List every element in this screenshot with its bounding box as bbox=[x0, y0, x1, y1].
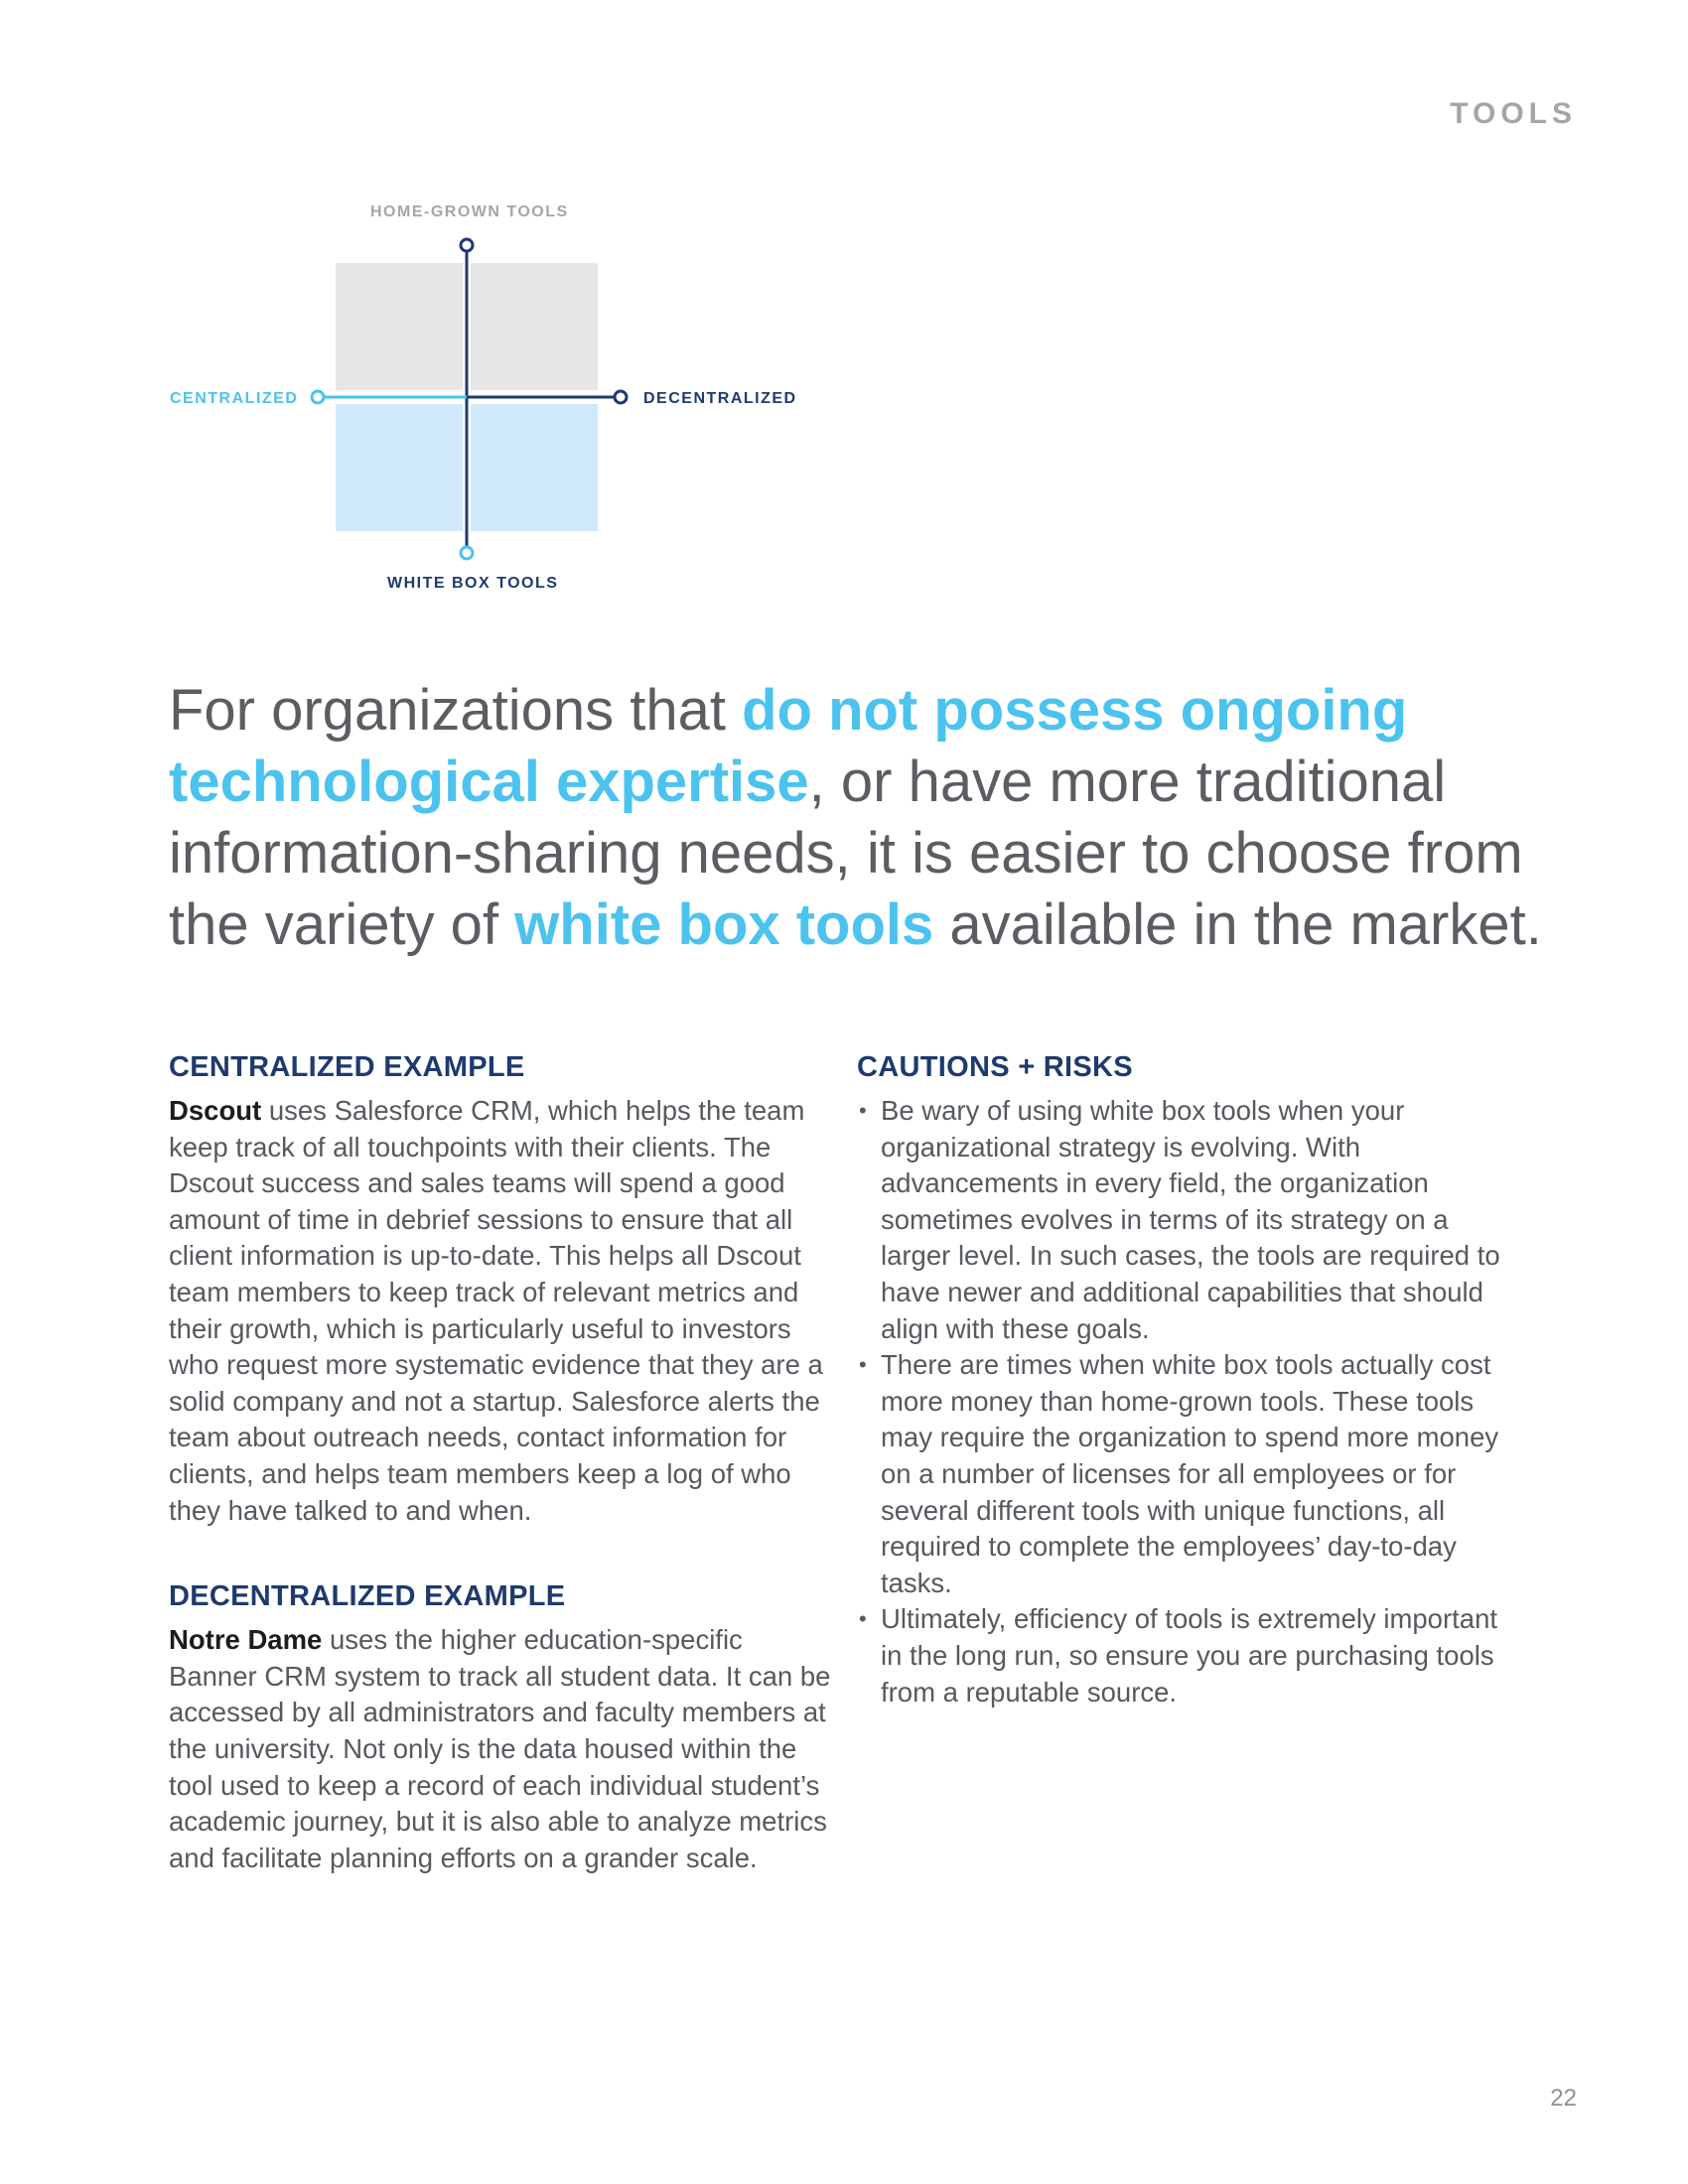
axis-endpoint-right bbox=[615, 391, 627, 403]
decentralized-example-body bbox=[169, 1622, 834, 1876]
decentralized-example-heading: DECENTRALIZED EXAMPLE bbox=[169, 1580, 566, 1613]
cautions-heading: CAUTIONS + RISKS bbox=[857, 1051, 1133, 1083]
quadrant-diagram bbox=[159, 194, 814, 611]
quadrant-top-right bbox=[471, 263, 598, 390]
org-name: Notre Dame bbox=[169, 1624, 323, 1656]
pull-quote-highlight: white box tools bbox=[514, 892, 934, 957]
centralized-example-body bbox=[169, 1093, 834, 1529]
section-label: TOOLS bbox=[1450, 97, 1577, 130]
centralized-example-heading: CENTRALIZED EXAMPLE bbox=[169, 1051, 525, 1083]
pull-quote bbox=[169, 675, 1559, 961]
list-item bbox=[857, 1601, 1522, 1710]
quadrant-bottom-right bbox=[471, 404, 598, 531]
body-text: uses Salesforce CRM, which helps the team keep track of all touchpoints with their clients. The Dscout success and sales teams will spend a good amount of time in debrief sessions to ensure that all client information is up-to-date. This helps all Dscout team members to keep track of relevant metrics and their growth, which is particularly useful to investors who request more systematic evidence that they are a solid company and not a startup. Salesforce alerts the team about outreach needs, contact information for clients, and helps team members keep a log of who they have talked to and when. bbox=[169, 1095, 823, 1526]
list-item-text: Ultimately, efficiency of tools is extremely important in the long run, so ensure you are purchasing tools from a reputable source. bbox=[881, 1603, 1498, 1707]
axis-label-decentralized: DECENTRALIZED bbox=[643, 390, 797, 407]
page-number: 22 bbox=[1550, 2085, 1577, 2112]
list-item-text: There are times when white box tools actually cost more money than home-grown tools. These tools may require the organization to spend more money on a number of licenses for all employees or for several different tools with unique functions, all required to complete the employees’ day-to-day tasks. bbox=[881, 1349, 1499, 1598]
pull-quote-text: available in the market. bbox=[933, 892, 1542, 957]
axis-endpoint-top bbox=[461, 239, 473, 251]
list-item-text: Be wary of using white box tools when your organizational strategy is evolving. With advancements in every field, the organization sometimes evolves in terms of its strategy on a larger level. In such cases, the tools are required to have newer and additional capabilities that should align with these goals. bbox=[881, 1095, 1500, 1344]
axis-endpoint-left bbox=[312, 391, 324, 403]
body-text: uses the higher education-specific Banner CRM system to track all student data. It can be accessed by all administrators and faculty members at the university. Not only is the data housed within the tool used to keep a record of each individual student’s academic journey, but it is also able to analyze metrics and facilitate planning efforts on a grander scale. bbox=[169, 1624, 831, 1873]
bullet-icon: • bbox=[859, 1352, 867, 1378]
pull-quote-text: , or have more traditional information-sharing needs, it is easier to choose from the variety of bbox=[169, 750, 1523, 957]
examples-column bbox=[169, 1047, 834, 1876]
cautions-column bbox=[857, 1047, 1522, 1710]
quadrant-top-left bbox=[336, 263, 463, 390]
pull-quote-highlight: do not possess ongoing technological expertise bbox=[169, 678, 1408, 814]
axis-label-centralized: CENTRALIZED bbox=[170, 390, 299, 407]
axis-endpoint-bottom bbox=[461, 547, 473, 559]
axis-label-white-box: WHITE BOX TOOLS bbox=[387, 575, 559, 592]
org-name: Dscout bbox=[169, 1095, 262, 1126]
axis-label-home-grown: HOME-GROWN TOOLS bbox=[370, 204, 569, 220]
pull-quote-text: For organizations that bbox=[169, 678, 743, 743]
list-item bbox=[857, 1347, 1522, 1601]
bullet-icon: • bbox=[859, 1098, 867, 1123]
quadrant-bottom-left bbox=[336, 404, 463, 531]
cautions-list bbox=[857, 1093, 1522, 1710]
bullet-icon: • bbox=[859, 1606, 867, 1632]
list-item bbox=[857, 1093, 1522, 1347]
